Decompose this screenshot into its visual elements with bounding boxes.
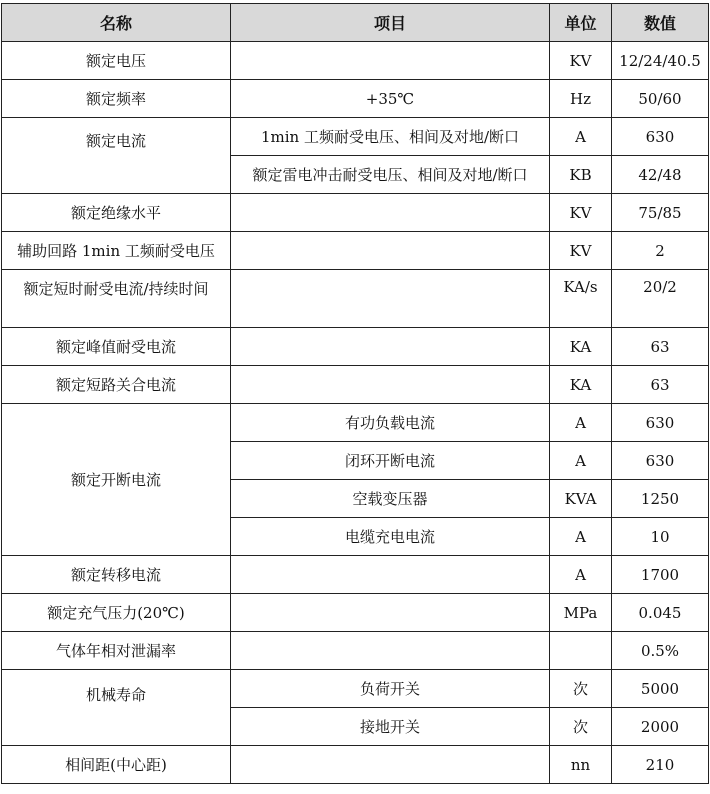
row-name: 额定充气压力(20℃) bbox=[2, 594, 231, 632]
row-unit: KB bbox=[550, 156, 612, 194]
row-value: 1250 bbox=[612, 480, 709, 518]
header-unit: 单位 bbox=[550, 4, 612, 42]
row-item bbox=[231, 556, 550, 594]
row-name: 额定电流 bbox=[2, 118, 231, 194]
table-row bbox=[2, 366, 709, 404]
row-unit bbox=[550, 632, 612, 670]
row-value: 50/60 bbox=[612, 80, 709, 118]
row-value: 0.045 bbox=[612, 594, 709, 632]
row-item bbox=[231, 194, 550, 232]
row-unit: 次 bbox=[550, 708, 612, 746]
row-unit: KV bbox=[550, 232, 612, 270]
row-item: 接地开关 bbox=[231, 708, 550, 746]
row-unit: KV bbox=[550, 42, 612, 80]
row-item bbox=[231, 328, 550, 366]
row-item: 额定雷电冲击耐受电压、相间及对地/断口 bbox=[231, 156, 550, 194]
row-item bbox=[231, 366, 550, 404]
row-value: 42/48 bbox=[612, 156, 709, 194]
row-item: 有功负载电流 bbox=[231, 404, 550, 442]
row-unit: nn bbox=[550, 746, 612, 784]
row-value: 630 bbox=[612, 404, 709, 442]
row-item: 负荷开关 bbox=[231, 670, 550, 708]
table-row bbox=[2, 270, 709, 328]
row-unit: Hz bbox=[550, 80, 612, 118]
row-unit: A bbox=[550, 518, 612, 556]
row-unit: MPa bbox=[550, 594, 612, 632]
row-unit: KA/s bbox=[550, 270, 612, 328]
row-value: 210 bbox=[612, 746, 709, 784]
row-name: 相间距(中心距) bbox=[2, 746, 231, 784]
row-value: 75/85 bbox=[612, 194, 709, 232]
row-name: 额定峰值耐受电流 bbox=[2, 328, 231, 366]
row-name: 额定电压 bbox=[2, 42, 231, 80]
row-name: 气体年相对泄漏率 bbox=[2, 632, 231, 670]
row-value: 2000 bbox=[612, 708, 709, 746]
row-unit: KV bbox=[550, 194, 612, 232]
table-row bbox=[2, 232, 709, 270]
row-value: 1700 bbox=[612, 556, 709, 594]
row-item bbox=[231, 42, 550, 80]
row-name: 额定短时耐受电流/持续时间 bbox=[2, 270, 231, 328]
row-value: 10 bbox=[612, 518, 709, 556]
table-row bbox=[2, 404, 709, 442]
header-value: 数值 bbox=[612, 4, 709, 42]
table-row bbox=[2, 42, 709, 80]
row-item bbox=[231, 270, 550, 328]
row-value: 0.5% bbox=[612, 632, 709, 670]
row-name: 额定开断电流 bbox=[2, 404, 231, 556]
table-row bbox=[2, 632, 709, 670]
table-row bbox=[2, 118, 709, 156]
row-item bbox=[231, 232, 550, 270]
table-row bbox=[2, 194, 709, 232]
spec-table bbox=[1, 3, 709, 784]
row-unit: A bbox=[550, 556, 612, 594]
row-item bbox=[231, 746, 550, 784]
row-value: 12/24/40.5 bbox=[612, 42, 709, 80]
row-item bbox=[231, 594, 550, 632]
table-row bbox=[2, 746, 709, 784]
row-name: 额定频率 bbox=[2, 80, 231, 118]
table-row bbox=[2, 556, 709, 594]
table-row bbox=[2, 328, 709, 366]
row-unit: A bbox=[550, 442, 612, 480]
row-item: 空载变压器 bbox=[231, 480, 550, 518]
table-row bbox=[2, 80, 709, 118]
row-unit: A bbox=[550, 404, 612, 442]
row-item: 电缆充电电流 bbox=[231, 518, 550, 556]
row-unit: KA bbox=[550, 366, 612, 404]
table-row bbox=[2, 670, 709, 708]
header-name: 名称 bbox=[2, 4, 231, 42]
row-item: +35℃ bbox=[231, 80, 550, 118]
row-item bbox=[231, 632, 550, 670]
row-name: 额定绝缘水平 bbox=[2, 194, 231, 232]
row-value: 5000 bbox=[612, 670, 709, 708]
row-name: 额定转移电流 bbox=[2, 556, 231, 594]
row-name: 额定短路关合电流 bbox=[2, 366, 231, 404]
row-value: 20/2 bbox=[612, 270, 709, 328]
row-value: 63 bbox=[612, 366, 709, 404]
row-value: 630 bbox=[612, 442, 709, 480]
row-item: 闭环开断电流 bbox=[231, 442, 550, 480]
row-value: 2 bbox=[612, 232, 709, 270]
row-unit: KVA bbox=[550, 480, 612, 518]
row-unit: A bbox=[550, 118, 612, 156]
row-value: 63 bbox=[612, 328, 709, 366]
row-item: 1min 工频耐受电压、相间及对地/断口 bbox=[231, 118, 550, 156]
table-row bbox=[2, 594, 709, 632]
row-unit: KA bbox=[550, 328, 612, 366]
header-row bbox=[2, 4, 709, 42]
row-value: 630 bbox=[612, 118, 709, 156]
row-unit: 次 bbox=[550, 670, 612, 708]
row-name: 辅助回路 1min 工频耐受电压 bbox=[2, 232, 231, 270]
row-name: 机械寿命 bbox=[2, 670, 231, 746]
header-item: 项目 bbox=[231, 4, 550, 42]
